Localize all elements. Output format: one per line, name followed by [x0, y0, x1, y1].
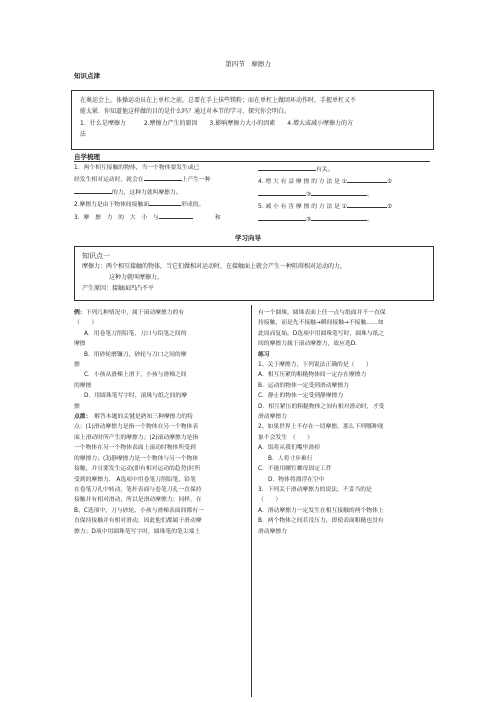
right-column-line: B．两个物体之间若没压力，即使表面粗糙也没有 [258, 518, 384, 525]
left-column-line: D．用圆珠笔写字时，滚珠与纸之间的摩 [84, 393, 188, 400]
preview-left-line: 3．摩 擦 力 的 大 小 与 和 [74, 211, 244, 223]
right-column-line: D．物体将漂浮在空中 [268, 476, 325, 483]
goals-line-1: 1．什么是摩擦力 2.摩擦力产生的原因 3.影响摩擦力大小的因素 4.增大或减小摩擦力的方 [80, 120, 353, 127]
lead-label: 例： [74, 310, 86, 316]
knowledge-point-title: 知识点一 [82, 252, 110, 260]
left-column-line: 在卷笔刀孔中转动，笔杆表面与卷笔刀孔一直保持 [74, 486, 202, 493]
knowledge-point-line-3: 产生原因：接触面凹凸不平 [82, 285, 155, 292]
right-column-line: 2、如果世界上不存在一切摩擦，那么下列哪种现 [258, 424, 384, 431]
preview-right-line: 有关。 [258, 163, 432, 175]
knowledge-point-line-2: 这种力就叫摩擦力。 [109, 274, 164, 281]
left-column-line: 摩擦 [74, 341, 86, 348]
left-column-line: 面上滑动时所产生的摩擦力；(2)滚动摩擦力是指 [74, 434, 199, 441]
left-column-line: A．用卷笔刀削铅笔，刀口与铅笔之间的 [84, 330, 187, 337]
right-column-line: 间的摩擦力属于滚动摩擦力，故应选D. [258, 341, 358, 348]
right-column-line: 练习 [258, 351, 270, 358]
lead-label: 点拨： [74, 414, 89, 421]
right-column-line: B．人将寸步难行 [268, 455, 313, 462]
left-column-line: 直保持接触并有相对滑动，因此他们都属于滑动摩 [74, 518, 202, 525]
right-column [258, 308, 432, 537]
left-column-line: 例：下列几种情况中，属于滚动摩擦力的有 [74, 310, 185, 316]
left-column-line: B、C选项中，刀与砂轮、小孩与滑梯表面间都有一 [74, 507, 204, 514]
left-column-line: B．用砂轮磨镰刀，砂轮与刀口之间的摩 [84, 351, 187, 358]
right-column-line: D．相互紧压的粗糙物体之间有相对滑动时，才受 [258, 403, 385, 410]
preview-right-line: ③ 。 [258, 213, 432, 225]
preview-divider [74, 161, 430, 162]
preview-right-line: ③ 。 [258, 188, 432, 200]
right-column-line: A．相互压紧的粗糙物体间一定存在摩擦力 [258, 372, 367, 379]
knowledge-point-line-1: 摩擦力：两个相互接触的物体，当它们做相对运动时，在接触面上就会产生一种阻碍相对运动的力， [82, 263, 347, 270]
right-column-line: 此周而复始，D选项中用圆珠笔写时，圆珠与纸之 [258, 330, 385, 337]
right-column-line: C．静止的物体一定受到静摩擦力 [258, 393, 344, 400]
right-column-line: 滑动摩擦力 [258, 528, 287, 535]
section-heading-study: 学习向导 [235, 234, 261, 242]
preview-right [258, 163, 432, 225]
right-column-line: B．运动的物体一定受到滑动摩擦力 [258, 382, 349, 389]
right-column-line: （ ） [258, 497, 282, 504]
preview-left-line: 2.摩擦力是由于物体间接触面 形成的。 [74, 198, 244, 210]
section-heading-knowledge: 知识点津 [74, 72, 100, 80]
left-column-line: 擦 [74, 362, 80, 369]
left-column-line: 受到的摩擦力. A选项中用卷笔刀削铅笔，铅笔 [74, 476, 196, 483]
left-column-line: 一个物体在另一个物体表面上滚动时物体所受到 [74, 445, 196, 452]
left-column-line: 的摩擦力；(3)静摩擦力是一个物体与另一个物体 [74, 455, 199, 462]
left-column-line: 接触，并且要发生运动(即有相对运动的趋势)时所 [74, 466, 201, 473]
right-column-line: A．饭将从我们嘴里滑掉 [258, 445, 320, 452]
preview-left [74, 163, 244, 223]
left-column-line: 点：(1)滑动摩擦力是指一个物体在另一个物体表 [74, 424, 199, 431]
left-column-line: 接触并有相对滑动，所以是滑动摩擦力；同样，在 [74, 497, 202, 504]
intro-line-2: 能太紧．你知道他这样做的目的是什么吗？通过对本节的学习、探究你会明白。 [80, 108, 291, 115]
left-column-line: 的摩擦 [74, 382, 92, 389]
left-column-line: C．小孩从滑梯上滑下，小孩与滑梯之间 [84, 372, 187, 379]
page-title: 第四节 摩擦力 [225, 60, 271, 68]
right-column-line: 象不会发生 （ ） [258, 434, 314, 441]
left-column-line: 擦 [74, 403, 80, 410]
right-column-line: 滑动摩擦力 [258, 414, 287, 421]
preview-left-line: 经发生相对运动时，就会在 上产生一种 [74, 173, 244, 185]
left-column-line: （ ） [74, 320, 98, 327]
left-column-line: 擦力；D项中用圆珠笔写字时，圆珠笔的笔尖端上 [74, 528, 201, 535]
left-column-line: 点拨： 解答本题的关键是熟知三种摩擦力的特 [74, 414, 193, 421]
right-column-line: 持接触，而是先不接触→瞬间接触→不接触……如 [258, 320, 384, 327]
section-heading-preview: 自学梳理 [74, 153, 100, 161]
intro-box [71, 90, 434, 150]
right-column-line: C．不能用螺钉螺母固定工件 [258, 466, 332, 473]
preview-right-line: 5. 减 小 有 害 摩 擦 的 方 法 是 ① ② [258, 200, 432, 212]
right-column-line: 3．下列关于滑动摩擦力的说法，不妥当的是 [258, 486, 372, 493]
knowledge-point-box [74, 246, 434, 301]
right-column-line: 有一个圆珠，圆珠表面上任一点与纸面并不一直保 [258, 310, 386, 316]
right-column-line: 1、关于摩擦力，下列说法正确的是（ ） [258, 362, 372, 369]
preview-left-line: 的力，这种力就叫摩擦力。 [74, 186, 244, 198]
goals-line-2: 法 [80, 131, 87, 138]
preview-right-line: 4. 增 大 有 益 摩 擦 的 方 法 是 ① ② [258, 175, 432, 187]
right-column-line: A．滑动摩擦力一定发生在相互接触的两个物体上 [258, 507, 384, 514]
left-column [74, 308, 246, 537]
preview-left-line: 1．两个相互接触的物体，当一个物体要发生或已 [74, 165, 200, 171]
intro-line-1: 在奥运会上，体操运动员在上单杠之前，总要在手上抹些镁粉；而在单杠上做回环动作时，手握单杠又不 [80, 97, 357, 104]
column-divider [251, 305, 252, 697]
